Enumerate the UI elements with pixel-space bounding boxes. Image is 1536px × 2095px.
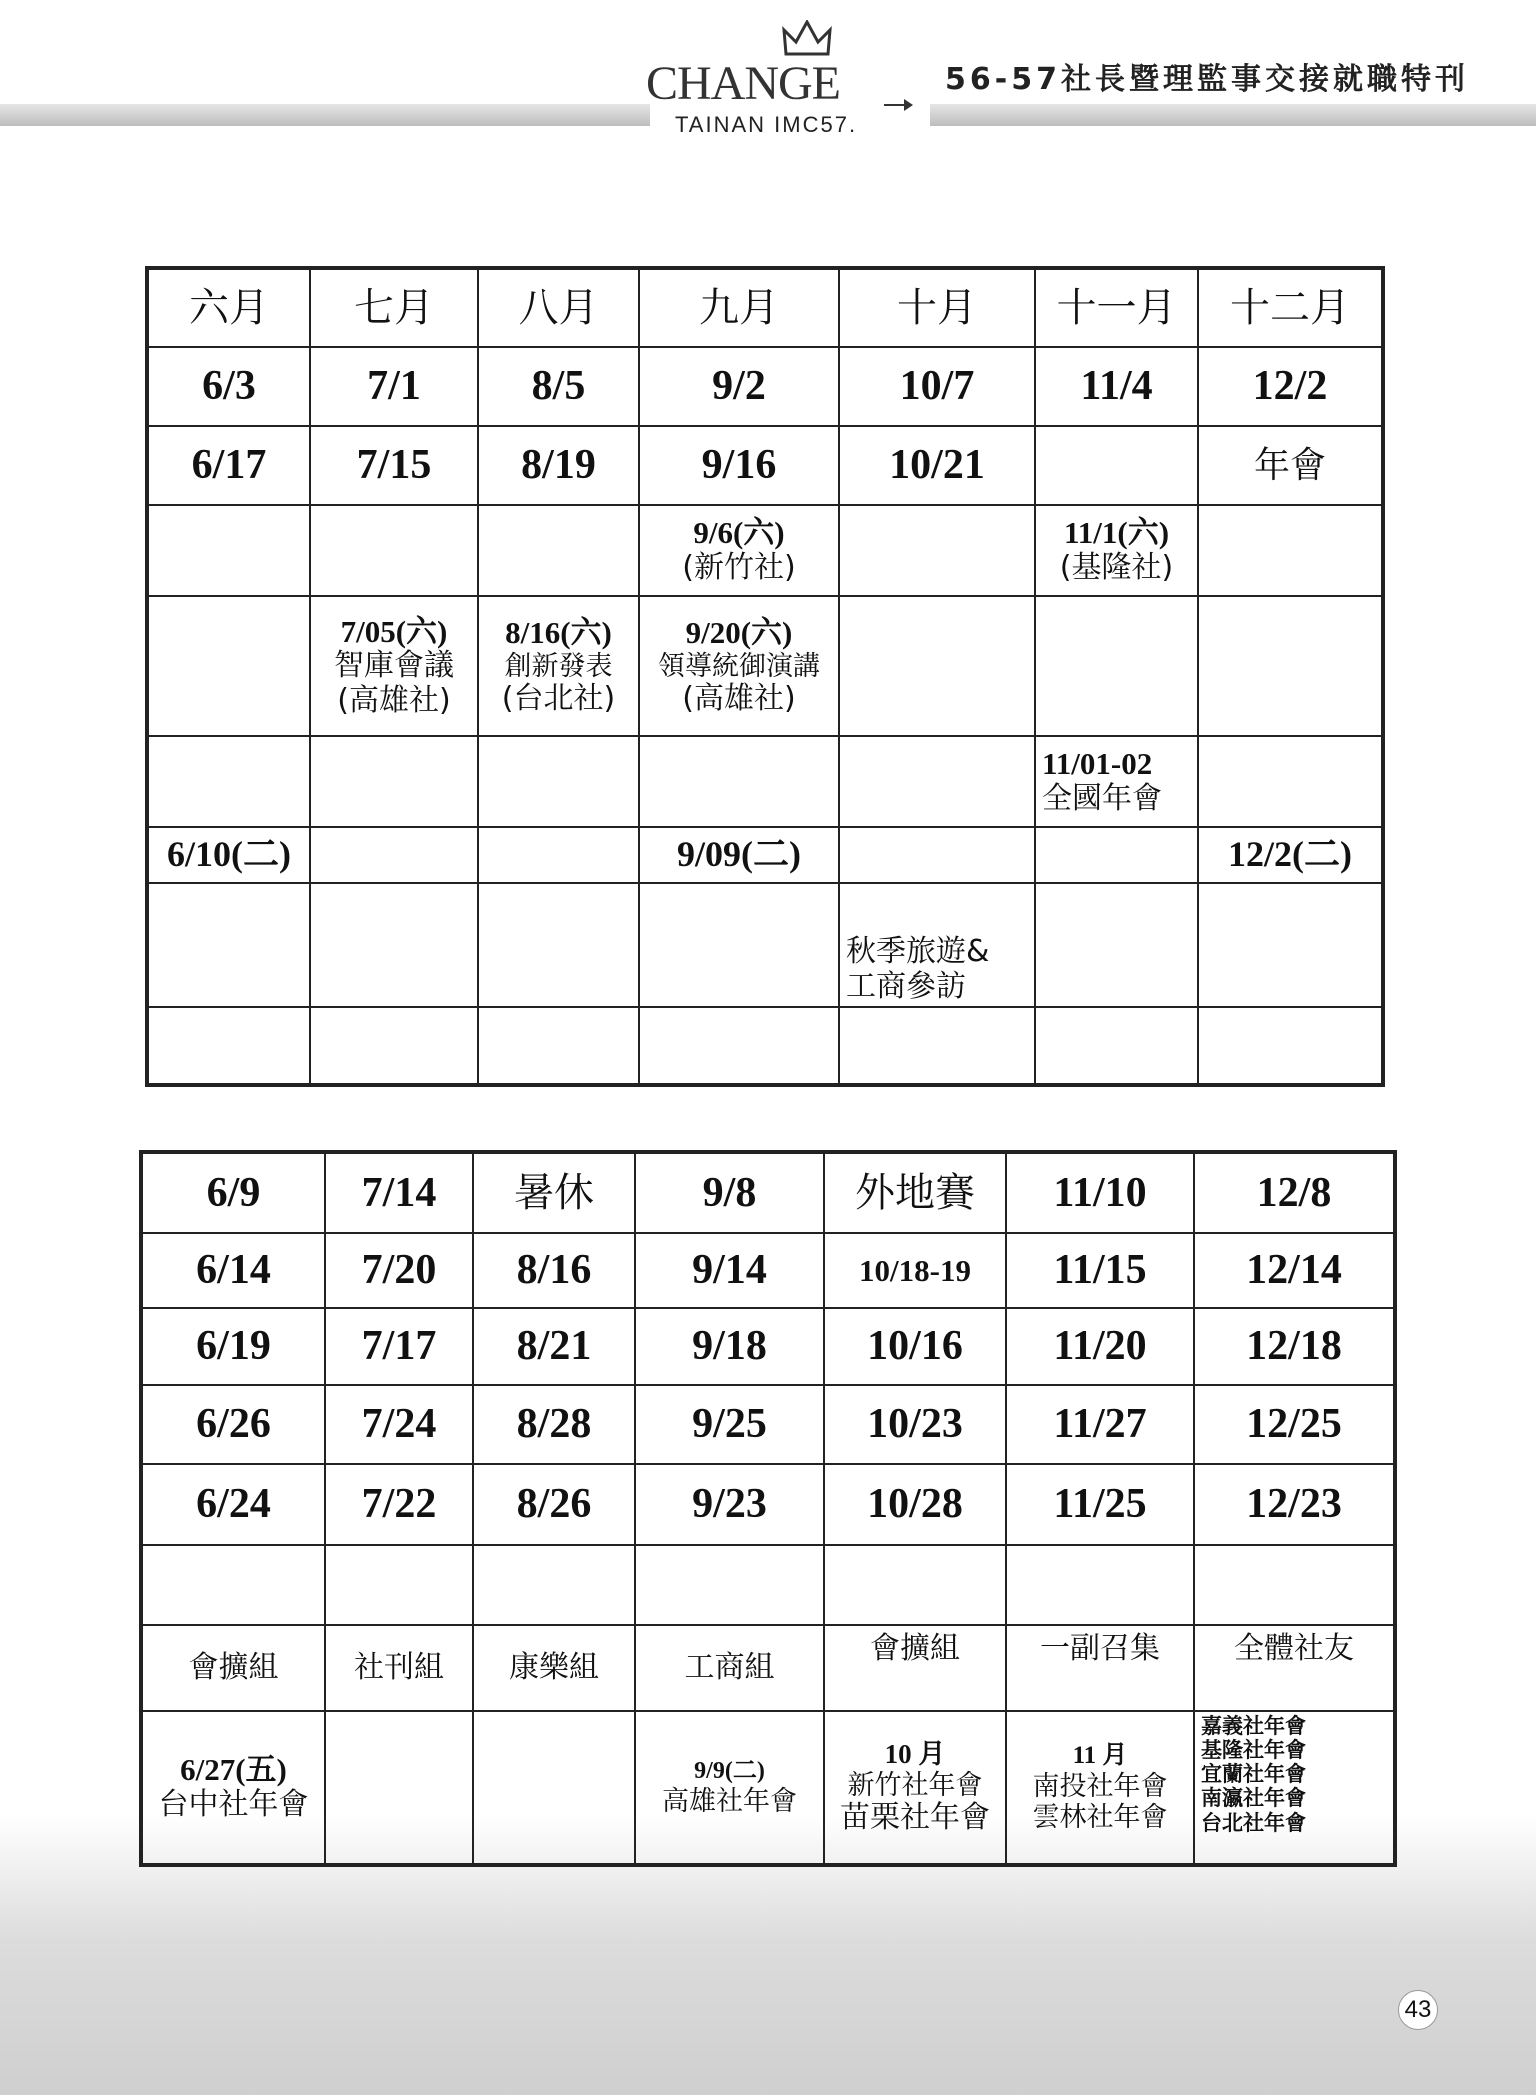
table-cell: 6/3 xyxy=(147,347,310,426)
table-cell xyxy=(839,505,1035,596)
table-cell xyxy=(824,1711,1006,1865)
table-cell xyxy=(141,1711,325,1865)
table-cell: 12/2 xyxy=(1198,347,1383,426)
table-row xyxy=(141,1233,1395,1308)
event-name: 領導統御演講 xyxy=(658,651,820,683)
header-title: 56-57社長暨理監事交接就職特刊 xyxy=(945,62,1469,97)
header-bar-left xyxy=(0,104,650,126)
table-cell: 12/8 xyxy=(1194,1152,1395,1233)
table-cell xyxy=(1006,1711,1194,1865)
table-cell: 10/18-19 xyxy=(824,1233,1006,1308)
event-month: 10 月 xyxy=(884,1739,946,1770)
table-cell: 11/20 xyxy=(1006,1308,1194,1385)
table-row-trip xyxy=(147,883,1383,1007)
event-place: (台北社) xyxy=(501,681,616,717)
table-cell xyxy=(473,1711,635,1865)
table-cell xyxy=(478,596,639,736)
table-row-national xyxy=(147,736,1383,827)
table-cell: 11/15 xyxy=(1006,1233,1194,1308)
table-cell: 7/24 xyxy=(325,1385,473,1464)
event-month: 11 月 xyxy=(1072,1742,1128,1770)
table-cell xyxy=(639,596,839,736)
event-name: 宜蘭社年會 xyxy=(1201,1762,1306,1787)
table-row-events xyxy=(147,596,1383,736)
group-cell: 會擴組 xyxy=(824,1625,1006,1711)
event-place: (新竹社) xyxy=(682,550,796,586)
table-cell xyxy=(478,827,639,883)
table-cell: 6/19 xyxy=(141,1308,325,1385)
table-cell: 6/10(二) xyxy=(147,827,310,883)
table-cell: 8/21 xyxy=(473,1308,635,1385)
table-cell xyxy=(839,883,1035,1007)
table-cell: 6/9 xyxy=(141,1152,325,1233)
event-name: 基隆社年會 xyxy=(1201,1738,1306,1763)
table-cell: 7/15 xyxy=(310,426,478,505)
schedule-table-meetings xyxy=(145,266,1385,1087)
table-row-empty xyxy=(147,1007,1383,1085)
table-cell xyxy=(839,827,1035,883)
table-cell: 10/16 xyxy=(824,1308,1006,1385)
group-cell: 會擴組 xyxy=(141,1625,325,1711)
table-cell xyxy=(635,1545,824,1625)
table-cell: 6/26 xyxy=(141,1385,325,1464)
table-cell: 外地賽 xyxy=(824,1152,1006,1233)
event-date: 9/9(二) xyxy=(694,1758,765,1785)
table-cell: 8/26 xyxy=(473,1464,635,1545)
table-cell xyxy=(310,1007,478,1085)
table-cell xyxy=(310,596,478,736)
table-row-dates-a xyxy=(147,347,1383,426)
table-row-dates-b xyxy=(147,426,1383,505)
group-cell: 社刊組 xyxy=(325,1625,473,1711)
table-cell xyxy=(1194,1711,1395,1865)
table-cell: 11/27 xyxy=(1006,1385,1194,1464)
table-cell xyxy=(310,827,478,883)
event-name: 南投社年會 xyxy=(1032,1770,1168,1802)
table-cell: 暑休 xyxy=(473,1152,635,1233)
event-place: (高雄社) xyxy=(682,681,796,717)
table-cell xyxy=(1035,505,1198,596)
table-cell xyxy=(478,1007,639,1085)
event-date: 11/01-02 xyxy=(1042,746,1153,782)
table-cell xyxy=(478,505,639,596)
table-row-months xyxy=(147,268,1383,347)
table-row-tuesday xyxy=(147,827,1383,883)
table-cell xyxy=(1035,596,1198,736)
table-row-annual xyxy=(141,1711,1395,1865)
event-name: 全國年會 xyxy=(1042,781,1162,817)
table-cell xyxy=(141,1545,325,1625)
event-name: 南瀛社年會 xyxy=(1201,1786,1306,1811)
table-cell: 9/2 xyxy=(639,347,839,426)
table-cell xyxy=(310,736,478,827)
table-cell: 10/23 xyxy=(824,1385,1006,1464)
table-cell: 9/8 xyxy=(635,1152,824,1233)
event-date: 9/20(六) xyxy=(685,615,793,651)
table-row-empty xyxy=(141,1545,1395,1625)
table-cell xyxy=(147,1007,310,1085)
table-cell: 7/17 xyxy=(325,1308,473,1385)
table-cell: 10/21 xyxy=(839,426,1035,505)
table-cell xyxy=(325,1711,473,1865)
table-cell xyxy=(639,1007,839,1085)
group-cell: 一副召集 xyxy=(1006,1625,1194,1711)
table-cell: 9/09(二) xyxy=(639,827,839,883)
event-place: (高雄社) xyxy=(337,682,451,718)
table-cell xyxy=(1198,505,1383,596)
month-header: 六月 xyxy=(147,268,310,347)
table-cell xyxy=(1198,1007,1383,1085)
table-cell: 9/14 xyxy=(635,1233,824,1308)
table-cell: 6/14 xyxy=(141,1233,325,1308)
logo-subtitle: TAINAN IMC57. xyxy=(675,112,858,137)
table-cell xyxy=(310,883,478,1007)
table-cell: 9/16 xyxy=(639,426,839,505)
event-name: 台北社年會 xyxy=(1201,1810,1306,1835)
table-cell xyxy=(839,1007,1035,1085)
table-cell: 7/1 xyxy=(310,347,478,426)
month-header: 八月 xyxy=(478,268,639,347)
group-cell: 全體社友 xyxy=(1194,1625,1395,1711)
table-row xyxy=(141,1464,1395,1545)
table-cell xyxy=(1198,883,1383,1007)
event-name: 台中社年會 xyxy=(158,1787,309,1823)
table-cell: 8/16 xyxy=(473,1233,635,1308)
table-cell: 9/25 xyxy=(635,1385,824,1464)
month-header: 十二月 xyxy=(1198,268,1383,347)
table-cell xyxy=(478,883,639,1007)
header-bar-right xyxy=(930,104,1536,126)
event-date: 11/1(六) xyxy=(1063,515,1170,551)
event-name: 秋季旅遊& xyxy=(846,934,990,969)
table-cell xyxy=(1035,426,1198,505)
table-row xyxy=(141,1385,1395,1464)
event-name: 新竹社年會 xyxy=(847,1770,983,1802)
table-cell xyxy=(1194,1545,1395,1625)
table-cell xyxy=(639,883,839,1007)
month-header: 十月 xyxy=(839,268,1035,347)
table-cell: 11/4 xyxy=(1035,347,1198,426)
event-name: 高雄社年會 xyxy=(662,1785,797,1817)
table-cell: 9/18 xyxy=(635,1308,824,1385)
group-cell: 工商組 xyxy=(635,1625,824,1711)
page-number: 43 xyxy=(1398,1990,1438,2030)
event-date: 8/16(六) xyxy=(505,615,612,651)
table-cell: 12/14 xyxy=(1194,1233,1395,1308)
event-name: 工商參訪 xyxy=(846,968,966,1004)
table-cell: 11/10 xyxy=(1006,1152,1194,1233)
table-cell xyxy=(1035,883,1198,1007)
month-header: 九月 xyxy=(639,268,839,347)
table-cell: 12/25 xyxy=(1194,1385,1395,1464)
table-cell: 9/23 xyxy=(635,1464,824,1545)
table-cell xyxy=(839,596,1035,736)
table-cell: 10/28 xyxy=(824,1464,1006,1545)
month-header: 七月 xyxy=(310,268,478,347)
table-cell xyxy=(325,1545,473,1625)
table-row-groups xyxy=(141,1625,1395,1711)
table-cell xyxy=(147,596,310,736)
group-cell: 康樂組 xyxy=(473,1625,635,1711)
table-cell: 8/28 xyxy=(473,1385,635,1464)
table-cell xyxy=(147,883,310,1007)
table-cell: 8/19 xyxy=(478,426,639,505)
table-cell: 10/7 xyxy=(839,347,1035,426)
table-cell xyxy=(310,505,478,596)
event-date: 9/6(六) xyxy=(693,515,785,551)
table-cell: 7/20 xyxy=(325,1233,473,1308)
table-cell: 12/23 xyxy=(1194,1464,1395,1545)
table-cell: 7/14 xyxy=(325,1152,473,1233)
table-cell xyxy=(478,736,639,827)
table-cell: 6/24 xyxy=(141,1464,325,1545)
table-row-visits xyxy=(147,505,1383,596)
table-cell xyxy=(824,1545,1006,1625)
event-name: 嘉義社年會 xyxy=(1201,1714,1306,1738)
schedule-table-activities xyxy=(139,1150,1397,1867)
table-cell xyxy=(1198,736,1383,827)
table-cell xyxy=(635,1711,824,1865)
table-cell xyxy=(147,736,310,827)
table-cell xyxy=(1198,596,1383,736)
table-cell xyxy=(1006,1545,1194,1625)
table-cell: 12/2(二) xyxy=(1198,827,1383,883)
logo-text: CHANGE xyxy=(646,57,840,110)
table-cell: 11/25 xyxy=(1006,1464,1194,1545)
table-cell xyxy=(1035,1007,1198,1085)
arrow-icon xyxy=(884,98,914,112)
event-date: 6/27(五) xyxy=(180,1752,287,1788)
table-cell xyxy=(1035,736,1198,827)
table-row xyxy=(141,1308,1395,1385)
event-place: (基隆社) xyxy=(1059,550,1174,586)
table-cell xyxy=(639,505,839,596)
crown-icon xyxy=(782,20,832,58)
event-name: 雲林社年會 xyxy=(1032,1801,1168,1833)
table-cell: 8/5 xyxy=(478,347,639,426)
month-header: 十一月 xyxy=(1035,268,1198,347)
event-name: 創新發表 xyxy=(504,651,613,683)
table-cell: 年會 xyxy=(1198,426,1383,505)
table-row xyxy=(141,1152,1395,1233)
event-name: 智庫會議 xyxy=(334,648,454,684)
table-cell xyxy=(1035,827,1198,883)
table-cell xyxy=(147,505,310,596)
table-cell: 12/18 xyxy=(1194,1308,1395,1385)
table-cell: 7/22 xyxy=(325,1464,473,1545)
table-cell xyxy=(473,1545,635,1625)
event-name: 苗栗社年會 xyxy=(840,1800,990,1836)
table-cell xyxy=(639,736,839,827)
table-cell: 6/17 xyxy=(147,426,310,505)
table-cell xyxy=(839,736,1035,827)
event-date: 7/05(六) xyxy=(340,613,448,649)
change-logo xyxy=(640,20,920,140)
